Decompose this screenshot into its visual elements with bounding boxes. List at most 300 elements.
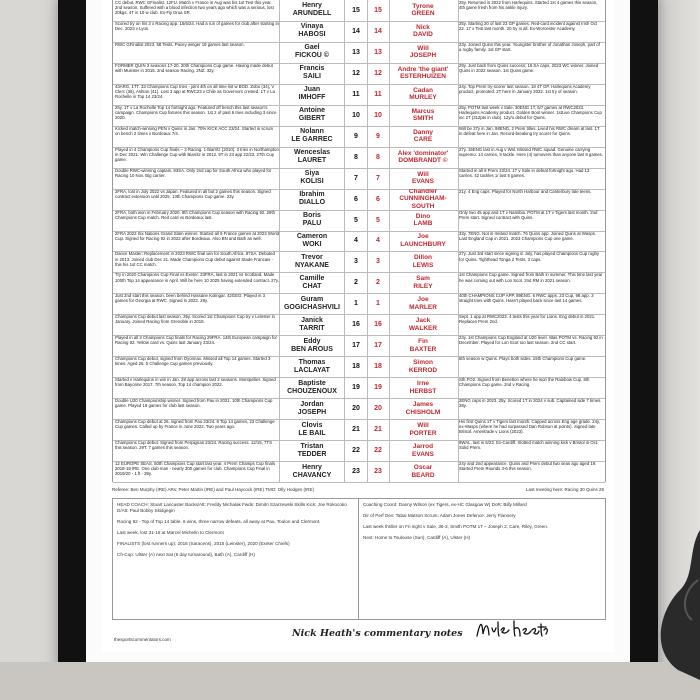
quins-shirt-number: 12 [374,69,382,77]
player-surname: DIALLO [298,199,326,207]
column-divider [344,293,345,314]
racing-shirt-number: 9 [354,132,358,140]
quins-player-note: 24y and 2nd appearance. Quins and Prem debut two seas ago aged 19. Started Prem Rounds 3-6 this season. [459,461,597,472]
racing-player-note: Double RWC-winning captain. 93SA. Only 2nd cap for South Africa who played for Racing 10 Nov. Big carrier. [115,167,272,178]
column-divider [279,356,280,377]
racing-player-note: RWC GFinalist 2023. 58 Tests. Pacey winger 19 games last season. [115,41,245,47]
racing-player-note: Started v Harlequins in win in Jan. 28 app across last 2 seasons. Montpellier. Signed from Bayonne 2017. 7th season. Top 14 champion 2022. [115,377,276,388]
player-row [113,21,605,43]
player-row [113,335,605,357]
column-divider [367,147,368,168]
column-divider [389,189,390,210]
player-row [113,63,605,85]
player-first-name: Trevor [301,253,323,261]
column-divider [279,63,280,84]
player-surname: NYAKANE [295,261,329,269]
racing-player-name [281,63,343,84]
column-divider [389,84,390,105]
player-first-name: Guram [300,295,324,303]
racing-player-name [281,419,343,440]
column-divider [367,440,368,461]
racing-player-note: Scored try on his 3 x Racing app. 15/6/24. Had a run of games for club after starting in Dec. 2023 v Lyon. [115,20,279,32]
player-first-name: Dino [415,212,431,220]
player-row [113,126,605,148]
player-surname: IMHOFF [298,94,326,102]
racing-player-note: 43ARG, 1TT. 33 Champions Cup tries - joint 4th on all time list w BOD. Zobo (34), V Clerc (36), Ashton (41). Lost 3 app at RWC23 v Chile as Governors crested. 1T v La Rochelle in Top 14 23/24. [115,83,275,99]
racing-player-name [281,314,343,335]
column-divider [389,356,390,377]
commentary-sheet [102,0,614,652]
quins-player-name [389,293,457,314]
player-surname: FICKOU © [295,52,329,60]
column-divider [389,377,390,398]
player-first-name: Chandler [408,188,438,195]
column-divider [367,21,368,42]
player-first-name: Wenceslas [293,149,331,157]
racing-player-name [281,461,343,482]
player-first-name: Fin [418,338,428,346]
column-divider [344,0,345,21]
quins-shirt-number: 15 [374,6,382,14]
player-surname: HABOSI [298,31,326,39]
player-first-name: Joe [417,233,429,241]
column-divider [458,0,459,21]
coaching-line: Racing 92 - Top of Top 14 table. 6 wins, three narrow defeats, all away at Pau, Toulon and Clermont. [117,519,321,524]
player-surname: BEARD [411,471,435,479]
column-divider [367,272,368,293]
quins-player-name [389,63,457,84]
quins-player-note: 5th season w Quins. Plays both sides. 15th Champions Cup game. [459,356,587,362]
racing-player-note: 2FRA 2022 Six Nations Grand Slam winner. Started all 5 France games at 2023 World Cup. Signed for Racing 92 in 2022 after Bordeaux. Also BN and Bath as well. [115,230,279,241]
racing-shirt-number: 13 [352,48,360,56]
player-surname: EVANS [412,450,434,458]
coaching-line: Next: Home to Toulouse (Sun), Cardiff (A), Ulster (H) [363,535,471,540]
racing-shirt-number: 2 [354,279,358,287]
shelf-surface [0,662,700,700]
player-first-name: Nick [416,23,430,31]
team-sheet-grid [112,0,606,482]
quins-player-note: Started in all 8 Prem 23/24. 1T v Sale in defeat fortnight ago. Had 13 carries. 42 tackles 1/ last 5 games. [459,167,590,178]
referees-text: Referee: Ben Murphy (IRE) ARs: Peter Martin (IRE) and Paul Haycock (IRE) TMO: Olly Hodges (IRE) [112,487,314,492]
racing-shirt-number: 18 [352,363,360,371]
racing-player-name [281,168,343,189]
player-row [113,168,605,190]
column-divider [458,126,459,147]
player-first-name: Dillon [413,254,433,262]
player-surname: HERBST [409,387,437,395]
quins-shirt-number: 5 [376,216,380,224]
quins-player-note: 29y. Just back from Quins success; 16 SA caps, 2023 WC winner. Joined Quins in 2022 season. 1st Quins game. [459,62,599,73]
quins-shirt-number: 19 [374,384,382,392]
column-divider [344,377,345,398]
racing-shirt-number: 20 [352,405,360,413]
column-divider [389,0,390,21]
racing-player-note: Played in 4 Champions Cup finals – 3 Racing. 1 Biarritz (2010). 3 tries in Northampton in Dec 2021. Win Challenge Cup with Biarritz in 2012. 9T in 23 app 22/23. 27th Cup game. [115,146,279,162]
quins-shirt-number: 4 [376,237,380,245]
player-row [113,293,605,315]
player-first-name: Jack [415,317,431,325]
column-divider [389,63,390,84]
player-first-name: Janick [301,316,323,324]
racing-player-name [281,210,343,231]
coaching-line: Dir of Perf Dev: Tabai Matson Scrum: Adam Jones Defence: Jerry Flannery [363,513,516,518]
decorative-sculpture [640,470,700,680]
quins-shirt-number: 7 [376,174,380,182]
column-divider [279,21,280,42]
racing-shirt-number: 1 [354,300,358,308]
column-divider [458,105,459,126]
racing-shirt-number: 8 [354,153,358,161]
player-surname: LAUNCHBURY [400,240,446,248]
player-surname: MARLER [409,303,437,311]
racing-player-note: 2FRA, lost in July 2022 vs Japan. Featured in all but 2 games this season. Signed contract extension until 2025. 13th Champions Cup game. 23y. [115,188,271,199]
player-row [113,461,605,483]
column-divider [279,147,280,168]
player-first-name: Gael [304,44,320,52]
player-surname: CARE [413,136,433,144]
player-surname: MURLEY [409,94,437,102]
player-surname: LE BAIL [298,429,326,437]
quins-player-note: 27y. 15ENG last in Aug v Wal. Missed RWC squad. Genuine carrying supremo. 14 carries, 9 tackle. Here (4) turnovers than anyone last 8 games. [459,146,603,157]
player-row [113,84,605,106]
racing-player-name [281,251,343,272]
quins-shirt-number: 14 [374,27,382,35]
column-divider [458,189,459,210]
column-divider [367,0,368,21]
column-divider [367,126,368,147]
quins-shirt-number: 2 [376,279,380,287]
player-first-name: Clovis [301,421,323,429]
column-divider [389,251,390,272]
column-divider [367,335,368,356]
column-divider [367,168,368,189]
column-divider [367,189,368,210]
quins-player-name [389,356,457,377]
quins-player-note: 21y. 4 Eng caps. Played for North Harbour and Canterbury late teens. [459,188,592,194]
column-divider [367,251,368,272]
racing-shirt-number: 5 [354,216,358,224]
column-divider [389,314,390,335]
quins-shirt-number: 11 [374,90,382,98]
player-first-name: James [412,401,434,409]
player-first-name: Jordan [300,400,324,408]
player-first-name: Marcus [411,107,435,115]
quins-player-note: 23y. Joined Quins this year. Youngster brother of Jonathan Joseph, part of a rugby family. 1st GP start. [459,41,600,52]
player-first-name: Antoine [298,107,326,115]
column-divider [389,272,390,293]
quins-player-note: 25y. POTM last week v Sale. 30ENG 1T, 6/7 games at RWC2023. Harlequins Academy product. Golden Boot winner. 1stLive Champions Cup inc 2T (312pts in club). 12y/o debut for Quins. [459,104,602,120]
quins-player-note: Will be 37y in Jan. 98ENG, 2 Prem titles. Lived his RWC dream at last. 1T in defeat here in Jan. Record-breaking try scorer for Quins. [459,125,600,136]
racing-shirt-number: 22 [352,447,360,455]
quins-player-note: 24y. Top Prem try-scorer last season. 18 4T GP. Harlequins Academy product, promoted. 2T here in January 2022. 1st try of season. [459,83,591,94]
racing-player-name [281,147,343,168]
coaching-line: Last week thriller on Fri night v Sale, 36-3, Smith POTM 1T – Joseph 2, Care, Riley, Green. [363,524,549,529]
player-first-name: Will [417,44,429,52]
column-divider [344,231,345,252]
player-row [113,251,605,273]
quins-shirt-number: 20 [374,405,382,413]
racing-shirt-number: 23 [352,468,360,475]
quins-shirt-number: 13 [374,48,382,56]
column-divider [344,63,345,84]
column-divider [389,398,390,419]
column-divider [458,356,459,377]
column-divider [344,398,345,419]
column-divider [344,356,345,377]
player-first-name: Tyrone [412,2,434,10]
quins-player-name [389,419,457,440]
racing-player-name [281,0,343,21]
column-divider [389,147,390,168]
player-surname: ARUNDELL [292,10,332,18]
quins-player-name [389,231,457,252]
column-divider [344,42,345,63]
quins-player-name [389,272,457,293]
column-divider [458,314,459,335]
column-divider [389,293,390,314]
coaching-line: Last week, lost 31-18 at Marcel Michelin to Clermont [117,530,224,535]
racing-player-name [281,440,343,461]
column-divider [367,84,368,105]
quins-player-note: Only two 45 app and 1T v Namibia. POTM at 1T v Tigers last month. 2nd Prem start. Signed contract with Quins. [459,209,598,220]
column-divider [458,210,459,231]
quins-player-name [389,21,457,42]
quins-shirt-number: 22 [374,447,382,455]
player-surname: TARRIT [299,324,325,332]
racing-player-note: Champions Cup debut, signed from Oyonnax. Missed all Top 14 games. Started 3 times. Aged 26. 5 Challenge Cup games previously. [115,356,271,367]
column-divider [389,210,390,231]
column-divider [367,105,368,126]
column-divider [344,251,345,272]
column-divider [279,377,280,398]
player-first-name: Vinaya [300,23,324,31]
player-surname: LAMB [413,220,433,228]
player-row [113,356,605,378]
racing-player-name [281,356,343,377]
quins-player-note: 25y. Returned in 2022 from Harlequins. Started 1st 4 games this season, 4th game fresh from his ankle injury. [459,0,598,11]
column-divider [458,147,459,168]
column-divider [389,335,390,356]
player-first-name: Camille [299,274,325,282]
last-meeting-text: Last meeting here: Racing 30 Quins 29 [525,487,604,492]
racing-player-note: Champions Cup debut. Signed from Perpignan 23/24. Racing success. 12/15, 7TS this season. 29T. 7 games this season. [115,440,272,451]
quins-player-note: His first Quins 1T v Tigers last month. Capped across Eng age grade. 24y, ex-Wasps (where he had surpassed Dan Robson at points). Signed late Bristol. Ameritrade v Lions (2023). [459,419,600,435]
racing-shirt-number: 4 [354,237,358,245]
column-divider [458,168,459,189]
quins-shirt-number: 8 [376,153,380,161]
player-first-name: Oscar [413,464,433,471]
racing-player-note: Dance Master: Replacement in 2023 RWC final win for South Africa. 87SA. Debuted in 2013. Joined club Dec 21. Made Champions Cup debut against Stade Francais - this his 1st CC match. [115,251,275,267]
player-surname: DOMBRANDT © [398,157,448,165]
quins-player-note: Sept. 1 app at RWC2023. 4 tests this year for Lions. Eng debut in 2021. Replaces Prem 2nd. [459,314,596,325]
player-surname: SAILI [303,73,321,81]
player-first-name: Alex 'dominator' [397,149,449,157]
column-divider [458,21,459,42]
quins-player-name [389,377,457,398]
column-divider [458,63,459,84]
player-row [113,189,605,211]
player-first-name: Juan [303,86,321,94]
quins-player-name [389,42,457,63]
player-surname: SMITH [412,115,434,123]
quins-player-name [389,168,457,189]
racing-player-note: 12 EUROPE SEAS. 50th Champions Cup start last year. 4 Prem Champs Cup finals 2018-19 IRE. One club man - nearly 300 games for club. Champions Cup Final in 2019/20 - 1 ft - 39y. [115,461,276,477]
quins-player-note: 2ENG caps in 2023. 25y. Scored 1T in 2024 v sub. Captained side 7 times. 28y. [459,398,602,409]
column-divider [458,377,459,398]
column-divider [389,461,390,482]
player-surname: LACLAYAT [294,366,330,374]
signature-caption: Nick Heath's commentary notes [292,628,463,639]
column-divider [279,168,280,189]
column-divider [367,419,368,440]
quins-shirt-number: 18 [374,363,382,371]
racing-player-note: Champions Cup debut last season. 25y. Scored 1st Champions Cup try v Leinster in January. Joined Racing from Grenoble in 2019. [115,314,275,325]
player-first-name: Sam [416,275,430,283]
racing-player-name [281,42,343,63]
column-divider [458,231,459,252]
column-divider [389,168,390,189]
column-divider [279,314,280,335]
racing-player-note: FORMER QUIN 3 seasons 17-20. 20th Champions Cup game. Having made debut with Munster in 2015. 2nd season Racing. 2NZ. 32y. [115,62,273,73]
column-divider [367,314,368,335]
column-divider [458,398,459,419]
quins-shirt-number: 17 [374,342,382,350]
player-surname: TEDDER [297,450,327,458]
player-first-name: Nolann [300,128,324,136]
quins-shirt-number: 23 [374,468,382,475]
quins-shirt-number: 10 [374,111,382,119]
player-first-name: Simon [413,359,433,367]
racing-shirt-number: 11 [352,90,360,98]
player-surname: KOLISI [300,178,324,186]
coaching-line: Ch-Cup: Ulster (A) next Sat (6 day turnaround), Bath (A), Cardiff (H) [117,552,256,557]
column-divider [367,461,368,482]
player-surname: EVANS [412,178,434,186]
quins-player-name [389,314,457,335]
player-surname: PORTER [409,429,437,437]
column-divider [458,461,459,482]
player-first-name: Baptiste [298,379,326,387]
column-divider [389,105,390,126]
quins-coaching-notes [359,499,605,619]
column-divider [279,272,280,293]
racing-player-note: CC debut. RWC GFinalist. 12FU. Match v France in Aug was his 1st Test this year. 2nd season. Suffered with a blood infection two years ago which was a serious, lost 20kgs. 4T in 10 w club. Ex-Fiji Drua SR. [115,0,274,16]
column-divider [367,398,368,419]
quins-player-note: 25y. Starting 20 of last 23 GP games. Red-card incident against Irish Oct 22. 17 x Test last month. 20 try in all. Ex-Worcester Academy. [459,20,598,32]
racing-shirt-number: 6 [354,195,358,203]
racing-player-name [281,84,343,105]
player-surname: CHISHOLM [405,408,441,416]
column-divider [389,419,390,440]
quins-player-name [389,461,457,482]
column-divider [344,126,345,147]
column-divider [458,440,459,461]
player-first-name: Joe [417,296,429,304]
column-divider [279,231,280,252]
quins-player-name [389,105,457,126]
quins-player-note: 33y. 7ENG. Not in Ireland match. 76 Quins app. Joined Quins at Wasps. Last England Cap in 2021. 2023 Champions Cup one game. [459,230,597,241]
officials-footer [112,486,604,495]
player-row [113,147,605,169]
column-divider [344,419,345,440]
column-divider [279,419,280,440]
coaching-notes-box [112,498,606,620]
racing-player-name [281,377,343,398]
column-divider [458,419,459,440]
player-surname: LE GARREC [291,136,333,144]
column-divider [279,189,280,210]
column-divider [344,105,345,126]
player-surname: WOKI [302,240,322,248]
column-divider [367,356,368,377]
quins-player-name [389,84,457,105]
player-row [113,440,605,462]
column-divider [279,42,280,63]
racing-shirt-number: 7 [354,174,358,182]
quins-shirt-number: 6 [376,195,380,203]
column-divider [458,42,459,63]
player-row [113,210,605,232]
player-surname: BEN AROUS [291,345,333,353]
player-first-name: Jarrod [412,443,434,451]
quins-player-note: 40th CHAMPIONS CUP APP. 89ENG. 6 RWC apps. 23 Cup, 98 app. 3 straight tries with Quins. Hasn't played back since last 14 games. [459,293,594,304]
racing-player-note: Kicked match-winning PEN v Quins in Jan. 70% KICK ACC 23/24. Started in scrum on bench 2 times v Bordeaux 7/4. [115,125,274,136]
column-divider [344,147,345,168]
player-surname: GREEN [411,10,435,18]
player-row [113,377,605,399]
racing-shirt-number: 21 [352,426,360,434]
racing-player-name [281,21,343,42]
player-surname: PALU [302,220,322,228]
column-divider [279,0,280,21]
player-first-name: Boris [303,212,321,220]
column-divider [344,189,345,210]
quins-player-name [389,440,457,461]
column-divider [279,293,280,314]
column-divider [279,84,280,105]
coaching-line: FINALISTS (lost runners up): 2016 (Saracens), 2018 (Leinster), 2020 (Exeter Chiefs) [117,541,290,546]
column-divider [344,84,345,105]
racing-shirt-number: 14 [352,27,360,35]
quins-player-note: 1st Champions Cup game. Signed from Bath in summer. This time last year he was coming out with Lon Scot. 2nd RM in 2021 season. [459,272,603,283]
coaching-line: Coaching Coord: Danny Wilson (ex Tigers, ex-HC Glasgow W) DoR: Billy Millard [363,502,527,507]
column-divider [344,314,345,335]
coaching-line: HEAD COACH: Stuart Lancaster Backs/Att: Freddy Michalak Fwds: Dimitri Szarzewski Skills Kick: Joe Rokocoko D/Att: Paul Bobby Skidgegin [117,502,347,513]
column-divider [367,231,368,252]
racing-shirt-number: 19 [352,384,360,392]
quins-player-name [389,210,457,231]
column-divider [458,335,459,356]
player-row [113,42,605,64]
column-divider [279,126,280,147]
player-first-name: Cameron [296,232,328,240]
player-first-name: Irne [417,380,429,388]
racing-player-name [281,272,343,293]
player-surname: CHOUZENOUX [287,387,337,395]
player-first-name: Eddy [303,337,321,345]
racing-player-note: Try in 2020 Champions Cup Final vs Exeter. 23FRA, last in 2021 vs Scotland. Made 100th Top 14 appearance in April. Will be here 10 2025 having extended contract. 27y. [115,272,279,283]
quins-player-name [389,126,457,147]
column-divider [458,272,459,293]
column-divider [279,335,280,356]
player-surname: WALKER [408,324,438,332]
quins-player-name [389,0,457,21]
player-row [113,231,605,253]
racing-player-note: Played in all 3 Champions Cup finals for Racing 29FRA. 14th European campaign for Racing 92. Yellow card vs. Quins last January 23/24. [115,335,277,346]
racing-player-note: Just 2nd start this season, been behind Hassane Kolingar. 42GEO. Played in 3 games for Georgia at RWC. Signed in 2022. 29y. [115,293,266,304]
racing-shirt-number: 17 [352,342,360,350]
player-first-name: Andre 'the giant' [397,65,449,73]
